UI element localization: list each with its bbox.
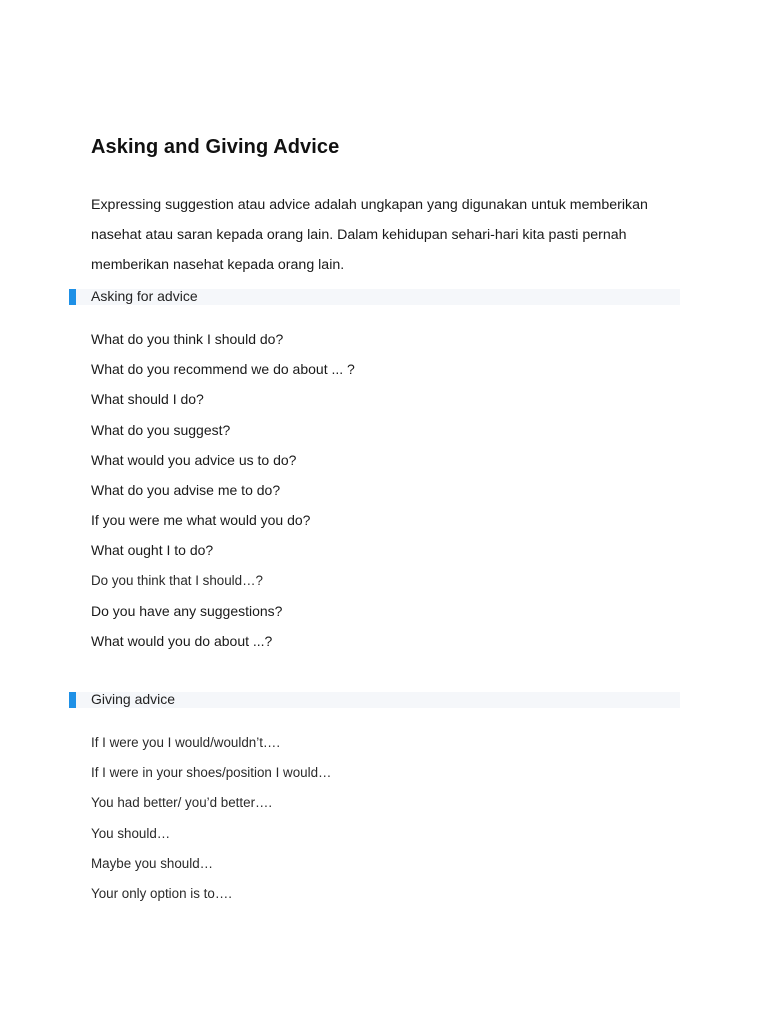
page-title: Asking and Giving Advice bbox=[91, 136, 340, 158]
list-item: What would you do about ...? bbox=[91, 632, 273, 649]
intro-paragraph: Expressing suggestion atau advice adalah ungkapan yang digunakan untuk memberikan nasehat atau saran kepada orang lain. Dalam kehidupan sehari-hari kita pasti pernah memberikan nasehat kepada orang lain. bbox=[91, 197, 648, 273]
section-header-asking bbox=[69, 289, 680, 305]
list-item: Maybe you should… bbox=[91, 855, 214, 871]
section-heading-giving: Giving advice bbox=[91, 691, 176, 707]
list-item: Your only option is to…. bbox=[91, 885, 232, 901]
list-item: Do you have any suggestions? bbox=[91, 602, 283, 619]
list-item: If I were in your shoes/position I would… bbox=[91, 765, 332, 781]
list-item: Do you think that I should…? bbox=[91, 572, 263, 588]
list-item: What ought I to do? bbox=[91, 542, 214, 559]
list-item: You had better/ you’d better…. bbox=[91, 795, 273, 811]
section-marker-icon bbox=[69, 289, 76, 305]
list-item: If I were you I would/wouldn’t…. bbox=[91, 735, 281, 750]
list-item: You should… bbox=[91, 825, 171, 841]
section-header-giving bbox=[69, 692, 680, 708]
list-item: What do you think I should do? bbox=[91, 331, 284, 347]
list-item: What do you advise me to do? bbox=[91, 481, 281, 498]
list-item: What do you suggest? bbox=[91, 421, 231, 438]
asking-advice-list bbox=[91, 330, 355, 662]
list-item: If you were me what would you do? bbox=[91, 512, 311, 529]
list-item: What do you recommend we do about ... ? bbox=[91, 361, 355, 378]
list-item: What would you advice us to do? bbox=[91, 451, 297, 468]
list-item: What should I do? bbox=[91, 391, 204, 408]
section-marker-icon bbox=[69, 692, 76, 708]
section-heading-asking: Asking for advice bbox=[91, 288, 198, 304]
giving-advice-list bbox=[91, 734, 331, 915]
